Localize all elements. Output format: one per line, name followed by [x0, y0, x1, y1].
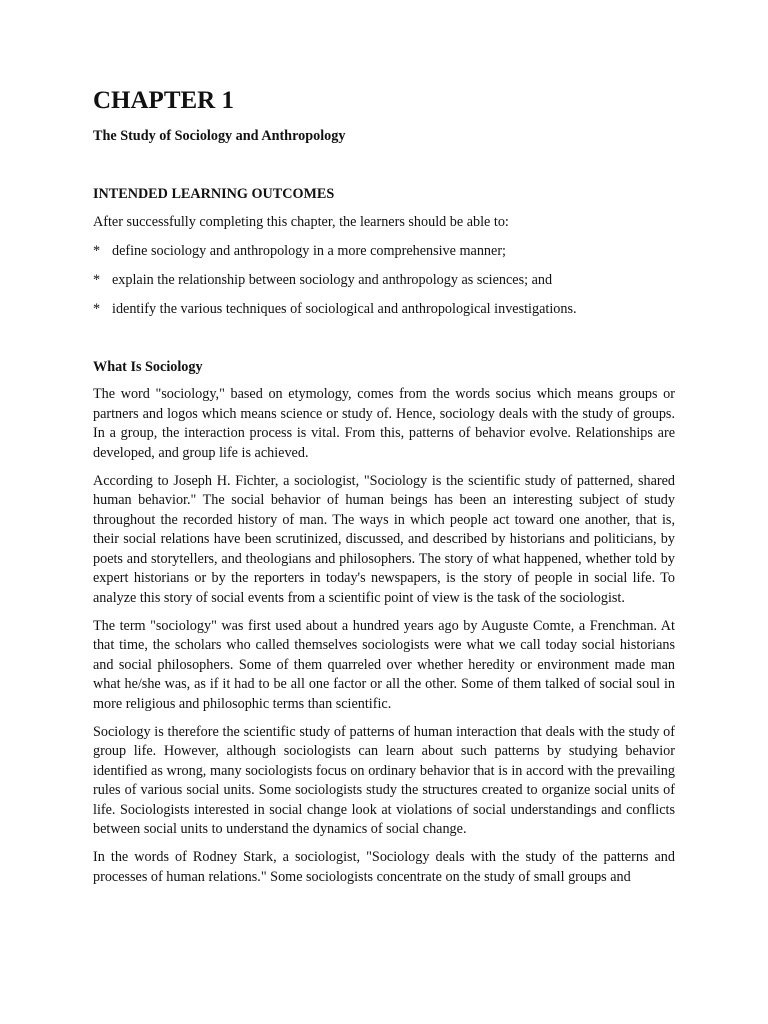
body-paragraph: The word "sociology," based on etymology, comes from the words socius which means groups or partners and logos which means science or study of. Hence, sociology deals with the study of groups. In a group, the interaction process is vital. From this, patterns of behavior evolve. Relationships are developed, and group life is achieved.: [93, 386, 675, 461]
bullet-marker: *: [93, 301, 101, 317]
chapter-title: CHAPTER 1: [93, 87, 234, 114]
document-page: [93, 86, 675, 896]
learning-outcomes-heading: INTENDED LEARNING OUTCOMES: [93, 186, 335, 202]
body-paragraph: According to Joseph H. Fichter, a sociologist, "Sociology is the scientific study of patterned, shared human behavior." The social behavior of human beings has been an interesting subject of study throughout the recorded history of man. The ways in which people act toward one another, that is, their social relations have been scrutinized, discussed, and described by historians and politicians, by poets and storytellers, and theologians and philosophers. The story of what happened, whether told by expert historians or by the reporters in today's newspapers, is the story of people in social life. To analyze this story of social events from a scientific point of view is the task of the sociologist.: [93, 472, 675, 606]
list-item-text: define sociology and anthropology in a more comprehensive manner;: [112, 243, 506, 259]
bullet-marker: *: [93, 243, 101, 259]
list-item-text: identify the various techniques of sociological and anthropological investigations.: [112, 301, 577, 317]
body-paragraph: The term "sociology" was first used about a hundred years ago by Auguste Comte, a Frenchman. At that time, the scholars who called themselves sociologists were what we call today social historians and social philosophers. Some of them quarreled over whether heredity or environment made man what he/she was, as if it had to be all one factor or all the other. Some of them talked of social soul in more religious and philosophic terms than scientific.: [93, 617, 675, 712]
list-item: [93, 299, 675, 319]
list-item: [93, 270, 675, 290]
learning-outcomes-intro: After successfully completing this chapter, the learners should be able to:: [93, 214, 509, 230]
list-item-text: explain the relationship between sociology and anthropology as sciences; and: [112, 272, 553, 288]
bullet-marker: *: [93, 272, 101, 288]
list-item: [93, 241, 675, 261]
chapter-subtitle: The Study of Sociology and Anthropology: [93, 128, 346, 144]
learning-outcomes-list: [93, 241, 675, 319]
body-paragraph: In the words of Rodney Stark, a sociologist, "Sociology deals with the study of the patterns and processes of human relations." Some sociologists concentrate on the study of small groups and: [93, 849, 675, 885]
body-paragraph: Sociology is therefore the scientific study of patterns of human interaction that deals with the study of group life. However, although sociologists can learn about such patterns by studying behavior identified as wrong, many sociologists focus on ordinary behavior that is in accord with the prevailing rules of various social units. Some sociologists study the structures created to organize social units of life. Sociologists interested in social change look at violations of social understandings and conflicts between social units to understand the dynamics of social change.: [93, 723, 675, 837]
section-heading: What Is Sociology: [93, 359, 203, 375]
